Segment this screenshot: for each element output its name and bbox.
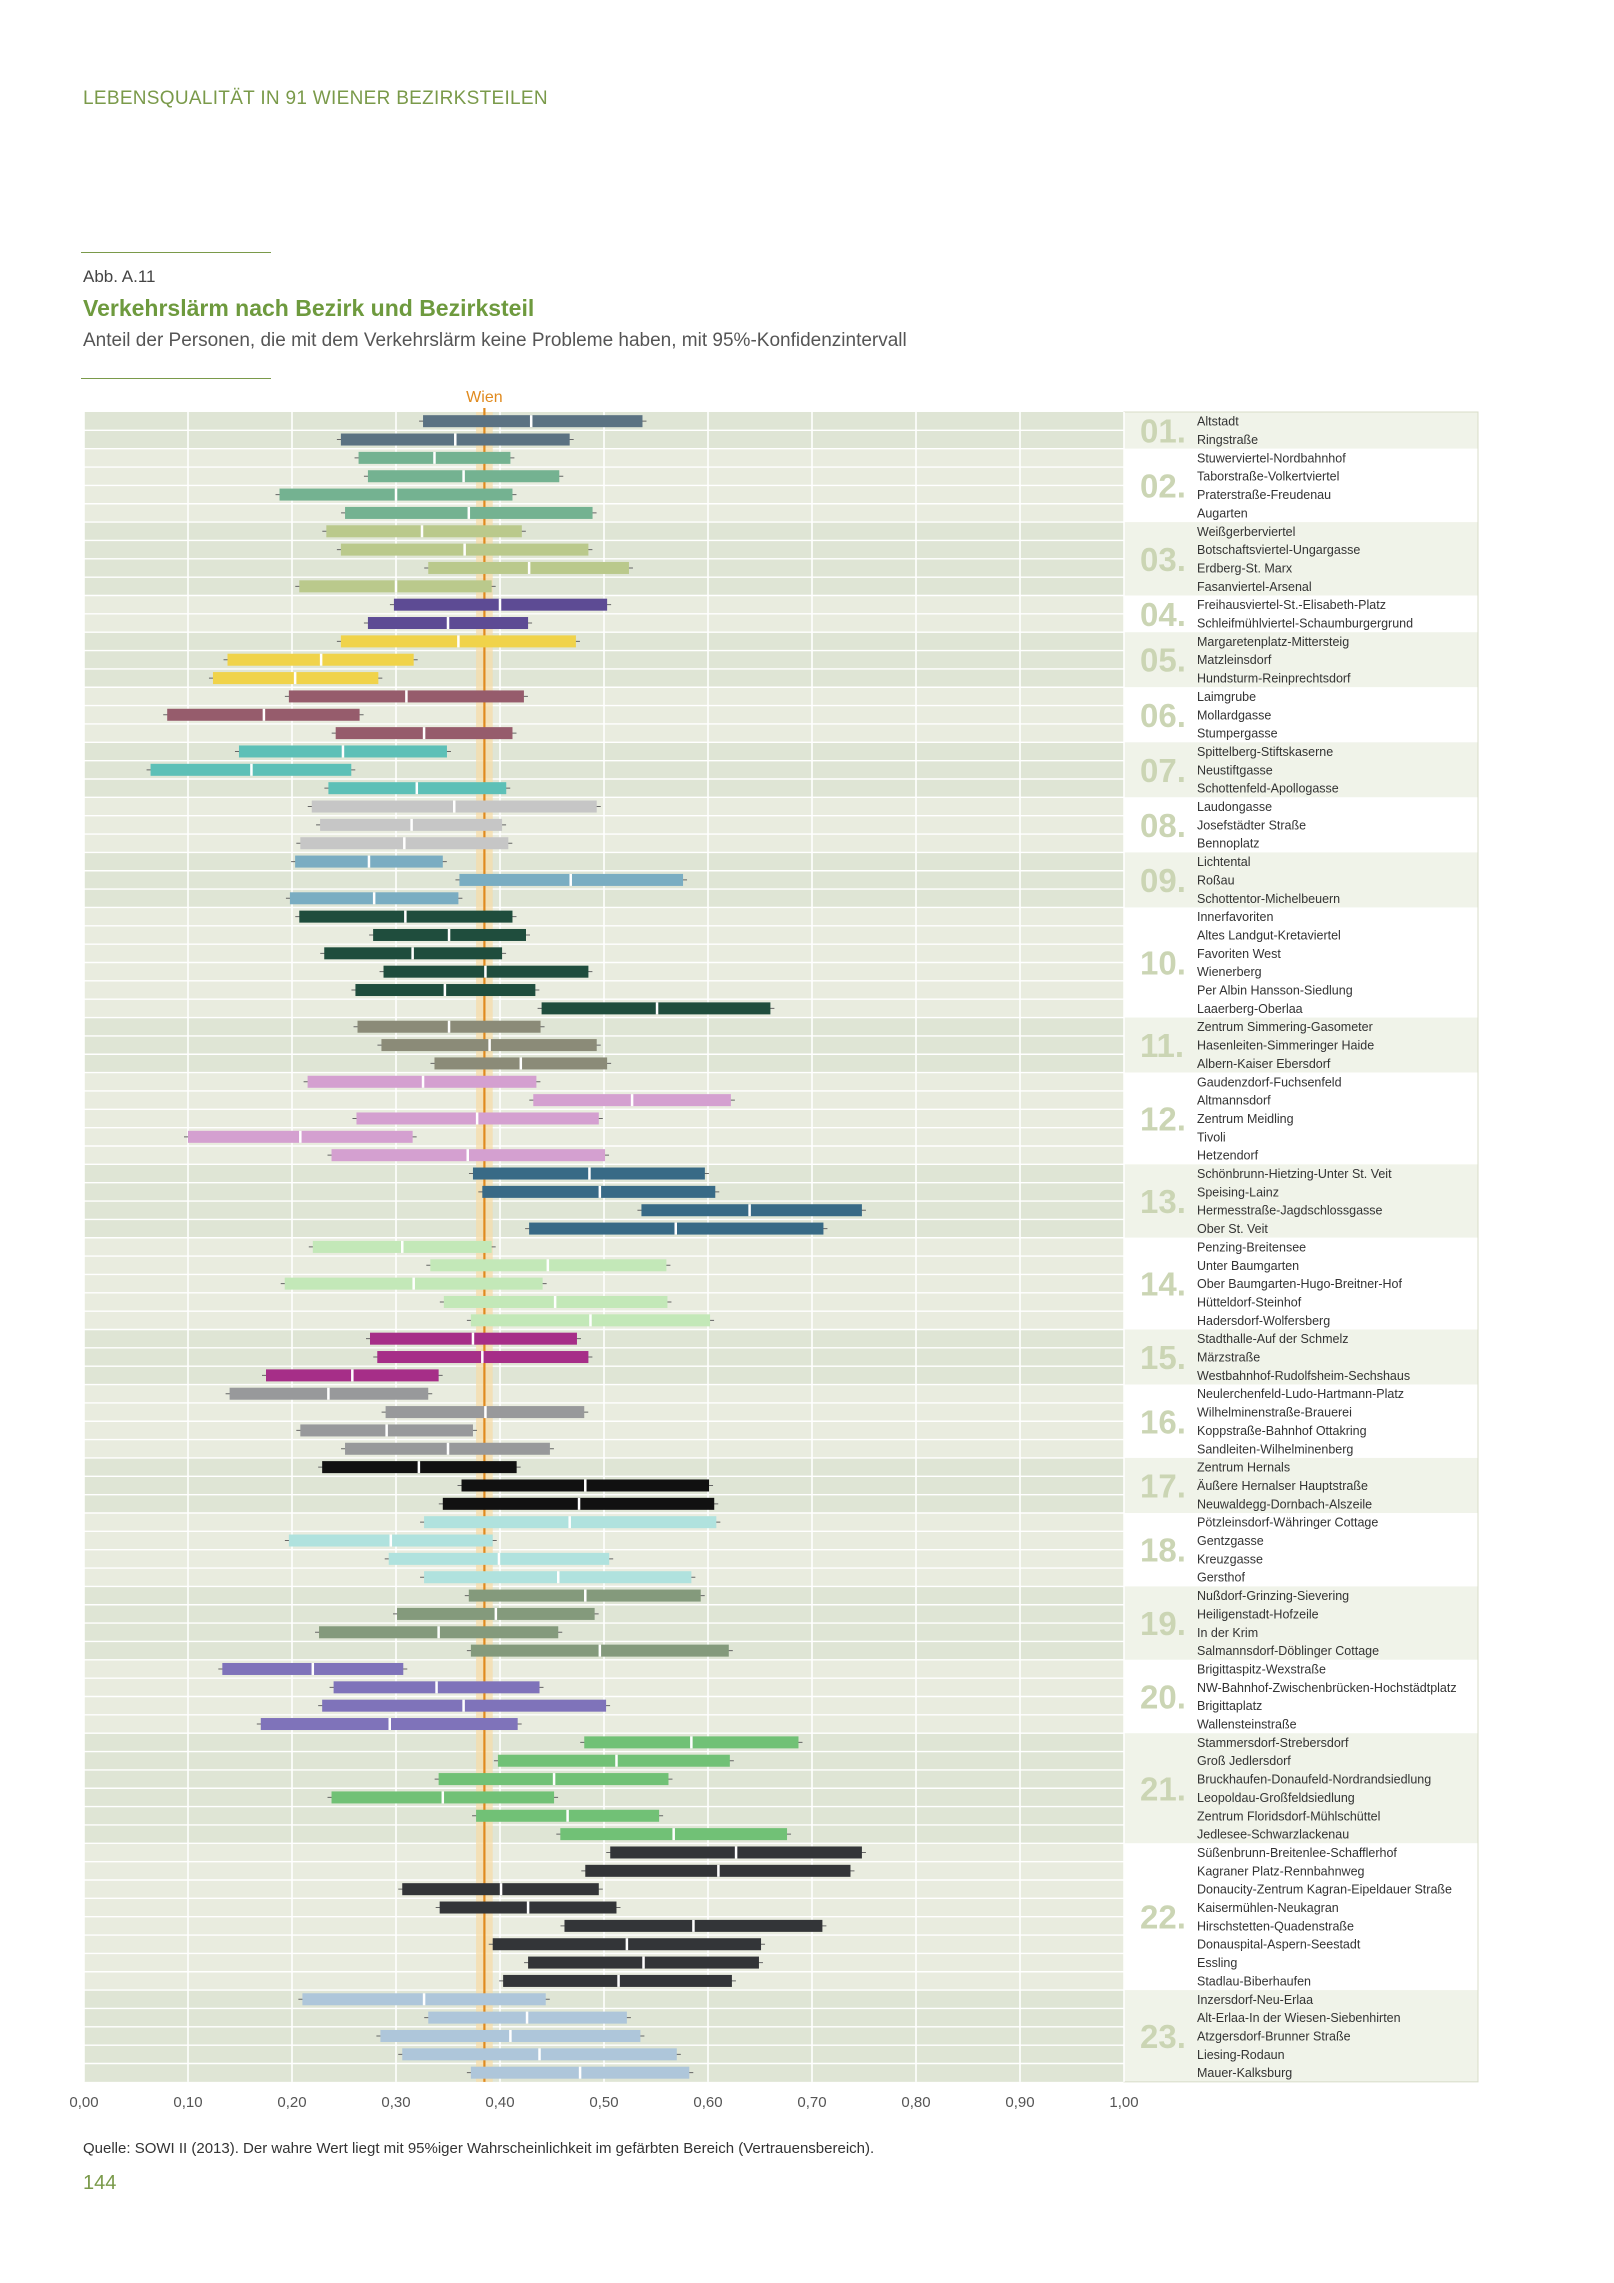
- unit-label: Stammersdorf-Strebersdorf: [1197, 1735, 1349, 1750]
- unit-label: Schottentor-Michelbeuern: [1197, 891, 1341, 906]
- unit-label: Koppstraße-Bahnhof Ottakring: [1197, 1423, 1367, 1438]
- unit-label: Wilhelminenstraße-Brauerei: [1197, 1405, 1352, 1420]
- unit-label: Donaucity-Zentrum Kagran-Eipeldauer Straße: [1197, 1882, 1452, 1897]
- unit-label: Fasanviertel-Arsenal: [1197, 579, 1312, 594]
- unit-label: Mauer-Kalksburg: [1197, 2066, 1293, 2081]
- unit-label: Erdberg-St. Marx: [1197, 561, 1293, 576]
- unit-label: Laaerberg-Oberlaa: [1197, 1001, 1303, 1016]
- unit-label: Botschaftsviertel-Ungargasse: [1197, 543, 1361, 558]
- unit-label: Spittelberg-Stiftskaserne: [1197, 744, 1334, 759]
- unit-label: Neulerchenfeld-Ludo-Hartmann-Platz: [1197, 1387, 1405, 1402]
- district-number: 07.: [1140, 751, 1186, 789]
- x-tick-label: 0,70: [797, 2093, 827, 2111]
- unit-label: Hermesstraße-Jagdschlossgasse: [1197, 1203, 1383, 1218]
- unit-label: Per Albin Hansson-Siedlung: [1197, 983, 1353, 998]
- x-tick-label: 0,40: [485, 2093, 515, 2111]
- district-number: 17.: [1140, 1467, 1186, 1505]
- unit-label: Zentrum Simmering-Gasometer: [1197, 1020, 1373, 1035]
- unit-label: Favoriten West: [1197, 946, 1281, 961]
- x-tick-label: 0,90: [1005, 2093, 1035, 2111]
- unit-label: Nußdorf-Grinzing-Sievering: [1197, 1589, 1350, 1604]
- page-number: 144: [83, 2172, 117, 2194]
- unit-label: Laimgrube: [1197, 689, 1257, 704]
- unit-label: Josefstädter Straße: [1197, 818, 1307, 833]
- unit-label: Pötzleinsdorf-Währinger Cottage: [1197, 1515, 1379, 1530]
- unit-label: Wienerberg: [1197, 965, 1262, 980]
- unit-label: Salmannsdorf-Döblinger Cottage: [1197, 1644, 1380, 1659]
- unit-label: Kaisermühlen-Neukagran: [1197, 1901, 1339, 1916]
- unit-label: Inzersdorf-Neu-Erlaa: [1197, 1992, 1314, 2007]
- unit-label: Neuwaldegg-Dornbach-Alszeile: [1197, 1497, 1373, 1512]
- unit-label: Albern-Kaiser Ebersdorf: [1197, 1056, 1331, 1071]
- district-number: 20.: [1140, 1678, 1186, 1716]
- unit-label: Schleifmühlviertel-Schaumburgergrund: [1197, 616, 1414, 631]
- unit-label: Gersthof: [1197, 1570, 1245, 1585]
- figure-number: Abb. A.11: [83, 267, 156, 286]
- unit-label: Altes Landgut-Kretaviertel: [1197, 928, 1341, 943]
- unit-label: Zentrum Meidling: [1197, 1111, 1294, 1126]
- x-tick-label: 1,00: [1109, 2093, 1139, 2111]
- unit-label: Kagraner Platz-Rennbahnweg: [1197, 1864, 1365, 1879]
- district-number: 13.: [1140, 1183, 1186, 1221]
- ci-bar: [423, 415, 642, 427]
- district-number: 12.: [1140, 1100, 1186, 1138]
- unit-label: Jedlesee-Schwarzlackenau: [1197, 1827, 1350, 1842]
- unit-label: Stumpergasse: [1197, 726, 1278, 741]
- unit-label: In der Krim: [1197, 1625, 1259, 1640]
- district-number: 16.: [1140, 1403, 1186, 1441]
- district-number: 10.: [1140, 944, 1186, 982]
- unit-label: Stuwerviertel-Nordbahnhof: [1197, 451, 1346, 466]
- unit-label: Hetzendorf: [1197, 1148, 1259, 1163]
- district-number: 18.: [1140, 1531, 1186, 1569]
- unit-label: Altmannsdorf: [1197, 1093, 1271, 1108]
- figure-title: Verkehrslärm nach Bezirk und Bezirksteil: [83, 295, 535, 321]
- unit-label: Speising-Lainz: [1197, 1185, 1279, 1200]
- unit-label: Ober St. Veit: [1197, 1222, 1268, 1237]
- wien-label: Wien: [466, 389, 503, 406]
- unit-label: Ringstraße: [1197, 433, 1259, 448]
- ci-bar: [498, 1755, 730, 1767]
- unit-label: Ober Baumgarten-Hugo-Breitner-Hof: [1197, 1277, 1402, 1292]
- unit-label: Hadersdorf-Wolfersberg: [1197, 1313, 1331, 1328]
- unit-label: NW-Bahnhof-Zwischenbrücken-Hochstädtplatz: [1197, 1680, 1457, 1695]
- unit-label: Neustiftgasse: [1197, 763, 1273, 778]
- unit-label: Tivoli: [1197, 1130, 1226, 1145]
- unit-label: Praterstraße-Freudenau: [1197, 488, 1332, 503]
- district-number: 11.: [1140, 1027, 1185, 1065]
- unit-label: Süßenbrunn-Breitenlee-Schafflerhof: [1197, 1845, 1397, 1860]
- unit-label: Stadlau-Biberhaufen: [1197, 1974, 1311, 1989]
- unit-label: Hasenleiten-Simmeringer Haide: [1197, 1038, 1375, 1053]
- x-tick-label: 0,80: [901, 2093, 931, 2111]
- unit-label: Zentrum Floridsdorf-Mühlschüttel: [1197, 1809, 1381, 1824]
- ci-bar: [641, 1204, 861, 1216]
- unit-label: Schönbrunn-Hietzing-Unter St. Veit: [1197, 1167, 1392, 1182]
- unit-label: Brigittaplatz: [1197, 1699, 1263, 1714]
- unit-label: Kreuzgasse: [1197, 1552, 1264, 1567]
- x-tick-label: 0,20: [277, 2093, 307, 2111]
- x-tick-label: 0,00: [69, 2093, 99, 2111]
- unit-label: Roßau: [1197, 873, 1235, 888]
- x-tick-label: 0,10: [173, 2093, 203, 2111]
- unit-label: Bennoplatz: [1197, 836, 1260, 851]
- x-tick-label: 0,50: [589, 2093, 619, 2111]
- district-number: 03.: [1140, 540, 1186, 578]
- unit-label: Sandleiten-Wilhelminenberg: [1197, 1442, 1354, 1457]
- district-number: 01.: [1140, 412, 1186, 450]
- unit-label: Essling: [1197, 1956, 1238, 1971]
- unit-label: Stadthalle-Auf der Schmelz: [1197, 1332, 1349, 1347]
- district-number: 19.: [1140, 1605, 1186, 1643]
- district-number: 08.: [1140, 806, 1186, 844]
- unit-label: Hütteldorf-Steinhof: [1197, 1295, 1302, 1310]
- unit-label: Mollardgasse: [1197, 708, 1272, 723]
- unit-label: Leopoldau-Großfeldsiedlung: [1197, 1790, 1355, 1805]
- unit-label: Brigittaspitz-Wexstraße: [1197, 1662, 1326, 1677]
- unit-label: Hundsturm-Reinprechtsdorf: [1197, 671, 1351, 686]
- figure-subtitle: Anteil der Personen, die mit dem Verkehrslärm keine Probleme haben, mit 95%-Konfidenzintervall: [83, 330, 907, 351]
- unit-label: Wallensteinstraße: [1197, 1717, 1297, 1732]
- unit-label: Märzstraße: [1197, 1350, 1261, 1365]
- unit-label: Innerfavoriten: [1197, 910, 1274, 925]
- x-tick-label: 0,60: [693, 2093, 723, 2111]
- x-tick-label: 0,30: [381, 2093, 411, 2111]
- running-header: LEBENSQUALITÄT IN 91 WIENER BEZIRKSTEILEN: [83, 88, 548, 109]
- district-number: 09.: [1140, 861, 1186, 899]
- unit-label: Groß Jedlersdorf: [1197, 1754, 1291, 1769]
- district-number: 14.: [1140, 1265, 1186, 1303]
- unit-label: Donauspital-Aspern-Seestadt: [1197, 1937, 1361, 1952]
- unit-label: Gentzgasse: [1197, 1534, 1264, 1549]
- unit-label: Liesing-Rodaun: [1197, 2047, 1285, 2062]
- unit-label: Margaretenplatz-Mittersteig: [1197, 634, 1350, 649]
- unit-label: Heiligenstadt-Hofzeile: [1197, 1607, 1319, 1622]
- unit-label: Hirschstetten-Quadenstraße: [1197, 1919, 1355, 1934]
- source-note: Quelle: SOWI II (2013). Der wahre Wert liegt mit 95%iger Wahrscheinlichkeit im gefärbten Bereich (Vertrauensbereich).: [83, 2140, 875, 2157]
- unit-label: Bruckhaufen-Donaufeld-Nordrandsiedlung: [1197, 1772, 1432, 1787]
- unit-label: Zentrum Hernals: [1197, 1460, 1291, 1475]
- unit-label: Weißgerberviertel: [1197, 524, 1296, 539]
- unit-label: Lichtental: [1197, 855, 1251, 870]
- unit-label: Alt-Erlaa-In der Wiesen-Siebenhirten: [1197, 2011, 1401, 2026]
- unit-label: Westbahnhof-Rudolfsheim-Sechshaus: [1197, 1368, 1411, 1383]
- unit-label: Atzgersdorf-Brunner Straße: [1197, 2029, 1351, 2044]
- unit-label: Laudongasse: [1197, 800, 1273, 815]
- unit-label: Taborstraße-Volkertviertel: [1197, 469, 1340, 484]
- district-number: 21.: [1140, 1770, 1186, 1808]
- unit-label: Schottenfeld-Apollogasse: [1197, 781, 1339, 796]
- district-number: 22.: [1140, 1898, 1186, 1936]
- unit-label: Äußere Hernalser Hauptstraße: [1197, 1478, 1368, 1493]
- unit-label: Augarten: [1197, 506, 1248, 521]
- district-number: 04.: [1140, 595, 1186, 633]
- unit-label: Matzleinsdorf: [1197, 653, 1272, 668]
- unit-label: Altstadt: [1197, 414, 1239, 429]
- district-number: 23.: [1140, 2017, 1186, 2055]
- district-number: 02.: [1140, 467, 1186, 505]
- district-number: 06.: [1140, 696, 1186, 734]
- ci-bar: [326, 525, 522, 537]
- district-number: 15.: [1140, 1339, 1186, 1377]
- unit-label: Gaudenzdorf-Fuchsenfeld: [1197, 1075, 1342, 1090]
- unit-label: Unter Baumgarten: [1197, 1258, 1300, 1273]
- unit-label: Penzing-Breitensee: [1197, 1240, 1307, 1255]
- unit-label: Freihausviertel-St.-Elisabeth-Platz: [1197, 598, 1386, 613]
- district-number: 05.: [1140, 641, 1186, 679]
